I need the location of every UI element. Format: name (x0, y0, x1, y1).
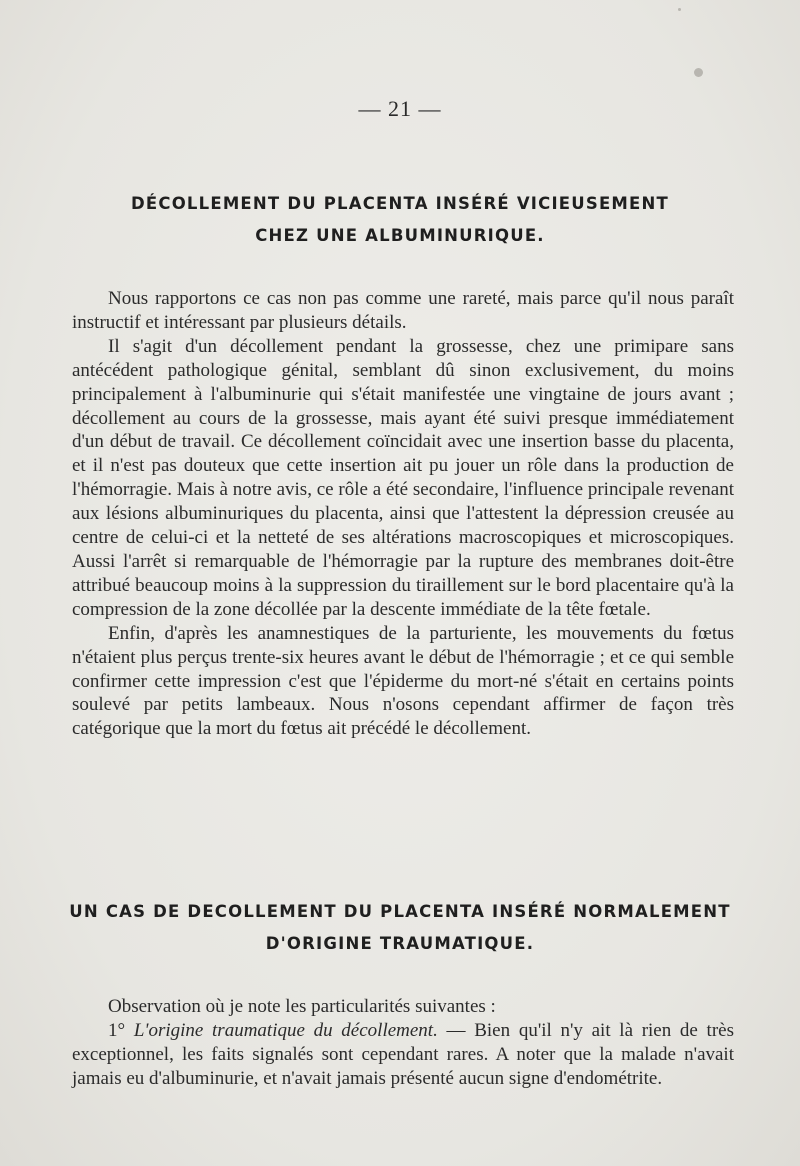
section-body (72, 995, 734, 1091)
section-heading (40, 896, 760, 960)
item-text: — Bien qu'il n'y ait là rien de très exceptionnel, les faits signalés sont cependant rares. A noter que la malade n'avait jamais eu d'albuminurie, et n'avait jamais présenté aucun signe d'endométrite. (72, 1019, 734, 1089)
paragraph: Il s'agit d'un décollement pendant la grossesse, chez une primipare sans antécédent pathologique génital, semblant dû sinon exclusivement, du moins principalement à l'albuminurie qui s'était manifestée une vingtaine de jours avant ; décollement au cours de la grossesse, mais ayant été suivi presque immédiatement d'un début de travail. Ce décollement coïncidait avec une insertion basse du placenta, et il n'est pas douteux que cette insertion ait pu jouer un rôle dans la production de l'hémorragie. Mais à notre avis, ce rôle a été secondaire, l'influence principale revenant aux lésions albuminuriques du placenta, ainsi que l'attestent la dépression creusée au centre de celui-ci et la netteté de ses altérations macroscopiques et microscopiques. Aussi l'arrêt si remarquable de l'hémorragie par la rupture des membranes doit-être attribué beaucoup moins à la suppression du tiraillement sur le bord placentaire qu'à la compression de la zone décollée par la descente immédiate de la tête fœtale. (72, 335, 734, 620)
paragraph: Enfin, d'après les anamnestiques de la parturiente, les mouvements du fœtus n'étaient plus perçus trente-six heures avant le début de l'hémorragie ; et ce qui semble confirmer cette impression c'est que l'épiderme du mort-né s'était en certains points soulevé par petits lambeaux. Nous n'osons cependant affirmer de façon très catégorique que la mort du fœtus ait précédé le décollement. (72, 622, 734, 740)
section-heading (40, 188, 760, 252)
heading-line: CHEZ UNE ALBUMINURIQUE. (255, 226, 545, 245)
heading-line: UN CAS DE DECOLLEMENT DU PLACENTA INSÉRÉ NORMALEMENT (69, 902, 731, 921)
paragraph: Observation où je note les particularités suivantes : (108, 996, 496, 1017)
heading-line: DÉCOLLEMENT DU PLACENTA INSÉRÉ VICIEUSEMENT (131, 194, 669, 213)
page-number: — 21 — (358, 96, 442, 121)
paragraph: Nous rapportons ce cas non pas comme une rareté, mais parce qu'il nous paraît instructif et intéressant par plusieurs détails. (72, 288, 734, 333)
item-number: 1° (108, 1019, 126, 1041)
heading-line: D'ORIGINE TRAUMATIQUE. (265, 934, 535, 953)
paper-speck (678, 8, 681, 11)
section-body (72, 287, 734, 741)
paragraph (72, 1019, 734, 1091)
item-title: L'origine traumatique du décollement. (133, 1019, 438, 1041)
paper-speck (694, 68, 703, 77)
